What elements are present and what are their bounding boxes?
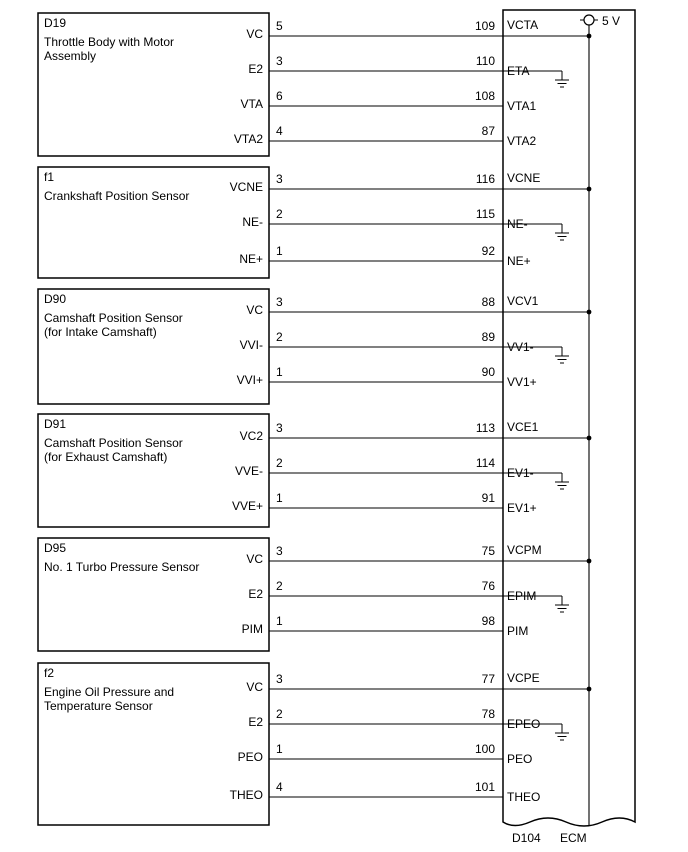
pin-label: PIM [241,622,263,636]
pin-number: 2 [276,330,283,344]
pin-label: VC [246,552,263,566]
wire-f2-theo [230,780,541,804]
wire-d19-vta2 [234,124,537,148]
ecm-pin-number: 114 [475,456,495,470]
pin-label: VCNE [229,180,263,194]
ecm-pin-number: 100 [474,742,495,756]
pin-label: VTA2 [233,132,263,146]
junction-dot [587,187,592,192]
component-code: D19 [44,16,67,30]
wire-f2-e2 [248,707,569,740]
component-code: f2 [44,666,55,680]
supply-label: 5 V [602,14,621,28]
ecm-connector-label: D104 [512,831,541,845]
wire-f2-vc [246,671,591,694]
component-d19 [38,13,591,156]
ecm-terminal-label: VCPE [507,671,540,685]
pin-label: VC2 [239,429,263,443]
pin-number: 4 [276,124,283,138]
component-code: D95 [44,541,67,555]
wire-f1-vcne [230,171,592,194]
ecm-pin-number: 77 [481,672,495,686]
ecm-pin-number: 113 [475,421,495,435]
ecm-terminal-label: THEO [507,790,541,804]
ground-icon [555,347,569,363]
pin-number: 4 [276,780,283,794]
ecm-terminal-label: NE+ [507,254,531,268]
component-name: Throttle Body with Motor [44,35,175,49]
ecm-terminal-label: VCE1 [507,420,539,434]
ecm-pin-number: 110 [475,54,495,68]
pin-label: VVI+ [236,373,263,387]
component-name: (for Exhaust Camshaft) [44,450,168,464]
component-name: Temperature Sensor [44,699,153,713]
wire-d91-vc2 [240,420,592,443]
wire-d95-pim [242,614,529,638]
ecm-pin-number: 87 [481,124,495,138]
ecm-pin-number: 101 [474,780,495,794]
ecm-pin-number: 75 [481,544,495,558]
ecm-terminal-label: EPIM [507,589,537,603]
wire-d95-vc [246,543,591,566]
junction-dot [587,310,592,315]
pin-number: 3 [276,421,283,435]
wire-d91-vve- [235,456,569,489]
supply-terminal-icon [584,15,594,25]
ecm-pin-number: 88 [481,295,495,309]
ecm-terminal-label: VCPM [507,543,542,557]
pin-number: 3 [276,295,283,309]
pin-label: VVE+ [231,499,263,513]
component-box [38,538,269,651]
pin-number: 3 [276,54,283,68]
ecm-pin-number: 78 [481,707,495,721]
pin-label: NE+ [239,252,263,266]
component-code: f1 [44,170,55,184]
pin-number: 2 [276,707,283,721]
pin-label: VC [246,27,263,41]
pin-number: 2 [276,579,283,593]
component-name: Camshaft Position Sensor [44,436,183,450]
ground-icon [555,224,569,240]
wire-d19-e2 [248,54,569,87]
ground-icon [555,71,569,87]
component-f1 [38,167,591,278]
ecm-pin-number: 109 [474,19,495,33]
ecm-terminal-label: EV1+ [507,501,537,515]
component-name: No. 1 Turbo Pressure Sensor [44,560,200,574]
pin-label: PEO [237,750,263,764]
pin-label: NE- [242,215,263,229]
wire-d90-vvi+ [237,365,537,389]
component-code: D90 [44,292,67,306]
wire-d91-vve+ [232,491,537,515]
pin-number: 6 [276,89,283,103]
wire-f1-ne+ [239,244,530,268]
junction-dot [587,559,592,564]
wire-d95-e2 [248,579,569,612]
ecm-terminal-label: VV1+ [507,375,537,389]
wire-f1-ne- [242,207,569,240]
pin-label: VVE- [234,464,263,478]
ecm-terminal-label: PIM [507,624,529,638]
ecm-terminal-label: ETA [507,64,530,78]
ecm-label: ECM [560,831,587,845]
junction-dot [587,34,592,39]
ground-icon [555,724,569,740]
wire-d19-vta [241,89,537,113]
pin-number: 1 [276,491,283,505]
component-d95 [38,538,591,651]
ground-icon [555,473,569,489]
pin-label: VC [246,680,263,694]
ecm-pin-number: 98 [481,614,495,628]
junction-dot [587,687,592,692]
component-d90 [38,289,591,404]
pin-number: 5 [276,19,283,33]
pin-label: E2 [248,587,263,601]
wire-d90-vvi- [240,330,569,363]
ecm-terminal-label: VV1- [507,340,534,354]
wire-f2-peo [238,742,533,766]
component-d91 [38,414,591,527]
pin-label: VVI- [239,338,263,352]
ecm-terminal-label: NE- [507,217,528,231]
ecm-pin-number: 108 [474,89,495,103]
pin-number: 1 [276,614,283,628]
pin-number: 2 [276,456,283,470]
pin-label: THEO [229,788,263,802]
ecm-terminal-label: EPEO [507,717,541,731]
ecm-terminal-label: VTA2 [507,134,537,148]
pin-number: 1 [276,742,283,756]
ecm-pin-number: 76 [481,579,495,593]
ecm-terminal-label: VCNE [507,171,541,185]
ecm-pin-number: 90 [481,365,495,379]
wire-d19-vc [246,18,591,41]
wire-d90-vc [246,294,591,317]
pin-label: VC [246,303,263,317]
junction-dot [587,436,592,441]
component-box [38,289,269,404]
component-f2 [38,663,591,825]
component-name: Crankshaft Position Sensor [44,189,190,203]
component-name: Assembly [44,49,97,63]
pin-number: 1 [276,365,283,379]
ecm-pin-number: 91 [481,491,495,505]
component-name: (for Intake Camshaft) [44,325,157,339]
ecm-outline [503,10,635,826]
component-name: Camshaft Position Sensor [44,311,183,325]
pin-label: E2 [248,62,263,76]
pin-label: VTA [240,97,263,111]
ecm-terminal-label: VTA1 [507,99,537,113]
ecm-terminal-label: VCV1 [507,294,539,308]
pin-number: 2 [276,207,283,221]
component-name: Engine Oil Pressure and [44,685,175,699]
ecm-terminal-label: EV1- [507,466,534,480]
ecm-pin-number: 115 [475,207,495,221]
pin-number: 3 [276,544,283,558]
ground-icon [555,596,569,612]
pin-label: E2 [248,715,263,729]
pin-number: 3 [276,672,283,686]
ecm-pin-number: 89 [481,330,495,344]
components [38,13,591,825]
pin-number: 3 [276,172,283,186]
ecm-terminal-label: VCTA [507,18,539,32]
ecm-terminal-label: PEO [507,752,533,766]
ecm-pin-number: 92 [481,244,495,258]
ecm-pin-number: 116 [475,172,495,186]
component-code: D91 [44,417,67,431]
pin-number: 1 [276,244,283,258]
